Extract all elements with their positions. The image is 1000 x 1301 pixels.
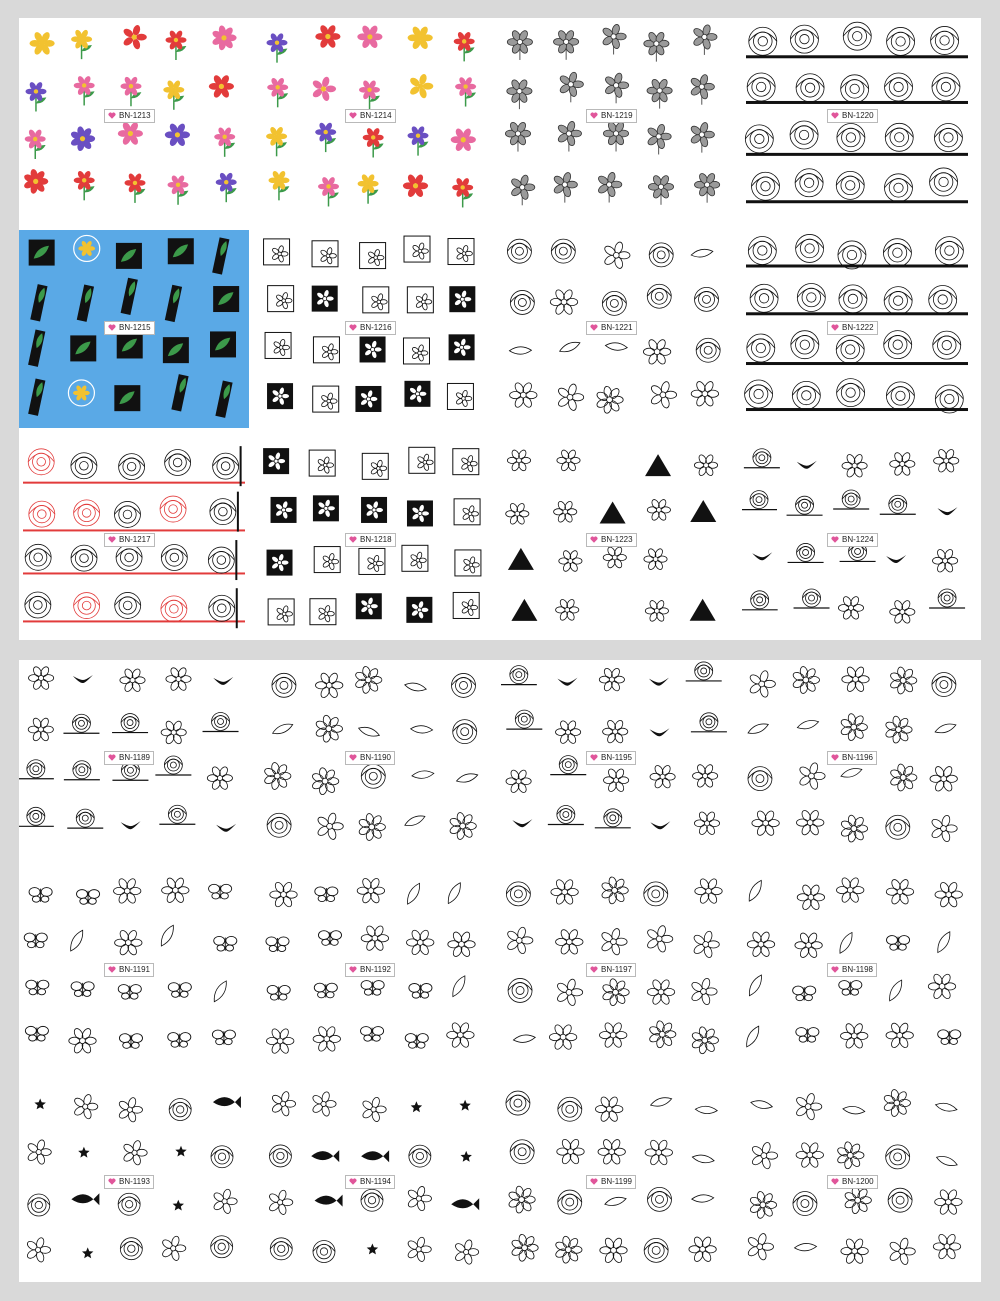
sticker-sheet [260,442,490,640]
bottom-sticker-panel [19,660,981,1282]
sheet-code-text: BN-1189 [119,753,150,762]
sheet-code-text: BN-1224 [842,535,874,544]
sheet-code-label [586,751,636,765]
sheet-code-label [586,109,637,123]
sticker-sheet [501,1084,731,1282]
sticker-sheet [260,1084,490,1282]
sticker-sheet [742,660,972,858]
sticker-sheet [260,230,490,428]
sheet-code-label [104,751,154,765]
sticker-sheet [19,872,249,1070]
sheet-code-text: BN-1195 [601,753,632,762]
sheet-code-label [104,109,155,123]
sticker-sheet [19,442,249,640]
sheet-code-label [827,751,877,765]
sheet-code-text: BN-1190 [360,753,391,762]
sheet-code-label [827,1175,878,1189]
sticker-sheet [742,18,972,216]
sticker-sheet [19,1084,249,1282]
sticker-sheet [19,230,249,428]
sheet-code-label [345,963,395,977]
sticker-sheet [742,230,972,428]
sticker-sheet [501,660,731,858]
sticker-sheet [19,18,249,216]
sheet-code-text: BN-1221 [601,323,633,332]
sheet-code-label [345,533,396,547]
sheet-code-label [345,321,396,335]
sheet-code-text: BN-1218 [360,535,392,544]
sheet-code-text: BN-1223 [601,535,633,544]
sheet-code-text: BN-1214 [360,111,392,120]
sheet-code-label [345,1175,395,1189]
sheet-code-label [586,1175,636,1189]
sticker-sheet [742,1084,972,1282]
top-sticker-panel [19,18,981,640]
sheet-code-label [104,321,155,335]
sheet-code-label [827,963,877,977]
sheet-code-text: BN-1220 [842,111,874,120]
sheet-code-text: BN-1219 [601,111,633,120]
sheet-code-text: BN-1217 [119,535,151,544]
sheet-code-label [104,533,155,547]
sheet-code-text: BN-1191 [119,965,150,974]
sheet-code-text: BN-1199 [601,1177,632,1186]
sticker-sheet [19,660,249,858]
sticker-sheet [501,872,731,1070]
sticker-sheet [742,442,972,640]
sheet-code-text: BN-1197 [601,965,632,974]
sheet-code-text: BN-1216 [360,323,392,332]
sheet-code-text: BN-1192 [360,965,391,974]
sheet-code-label [827,533,878,547]
sheet-code-label [827,321,878,335]
sheet-code-label [827,109,878,123]
sheet-code-label [104,963,154,977]
sheet-code-label [586,533,637,547]
sheet-code-label [345,751,395,765]
sheet-code-text: BN-1198 [842,965,873,974]
sticker-sheet [501,442,731,640]
sheet-code-text: BN-1194 [360,1177,391,1186]
sheet-code-label [586,321,637,335]
sheet-code-text: BN-1213 [119,111,151,120]
sheet-code-text: BN-1196 [842,753,873,762]
sheet-code-text: BN-1215 [119,323,151,332]
sheet-code-text: BN-1200 [842,1177,874,1186]
sheet-code-label [104,1175,154,1189]
sticker-sheet [742,872,972,1070]
sheet-code-text: BN-1193 [119,1177,150,1186]
sheet-code-label [345,109,396,123]
sticker-sheet [260,872,490,1070]
sticker-sheet [501,18,731,216]
sticker-sheet [260,18,490,216]
sheet-code-label [586,963,636,977]
sticker-sheet [501,230,731,428]
sticker-sheet [260,660,490,858]
sheet-code-text: BN-1222 [842,323,874,332]
